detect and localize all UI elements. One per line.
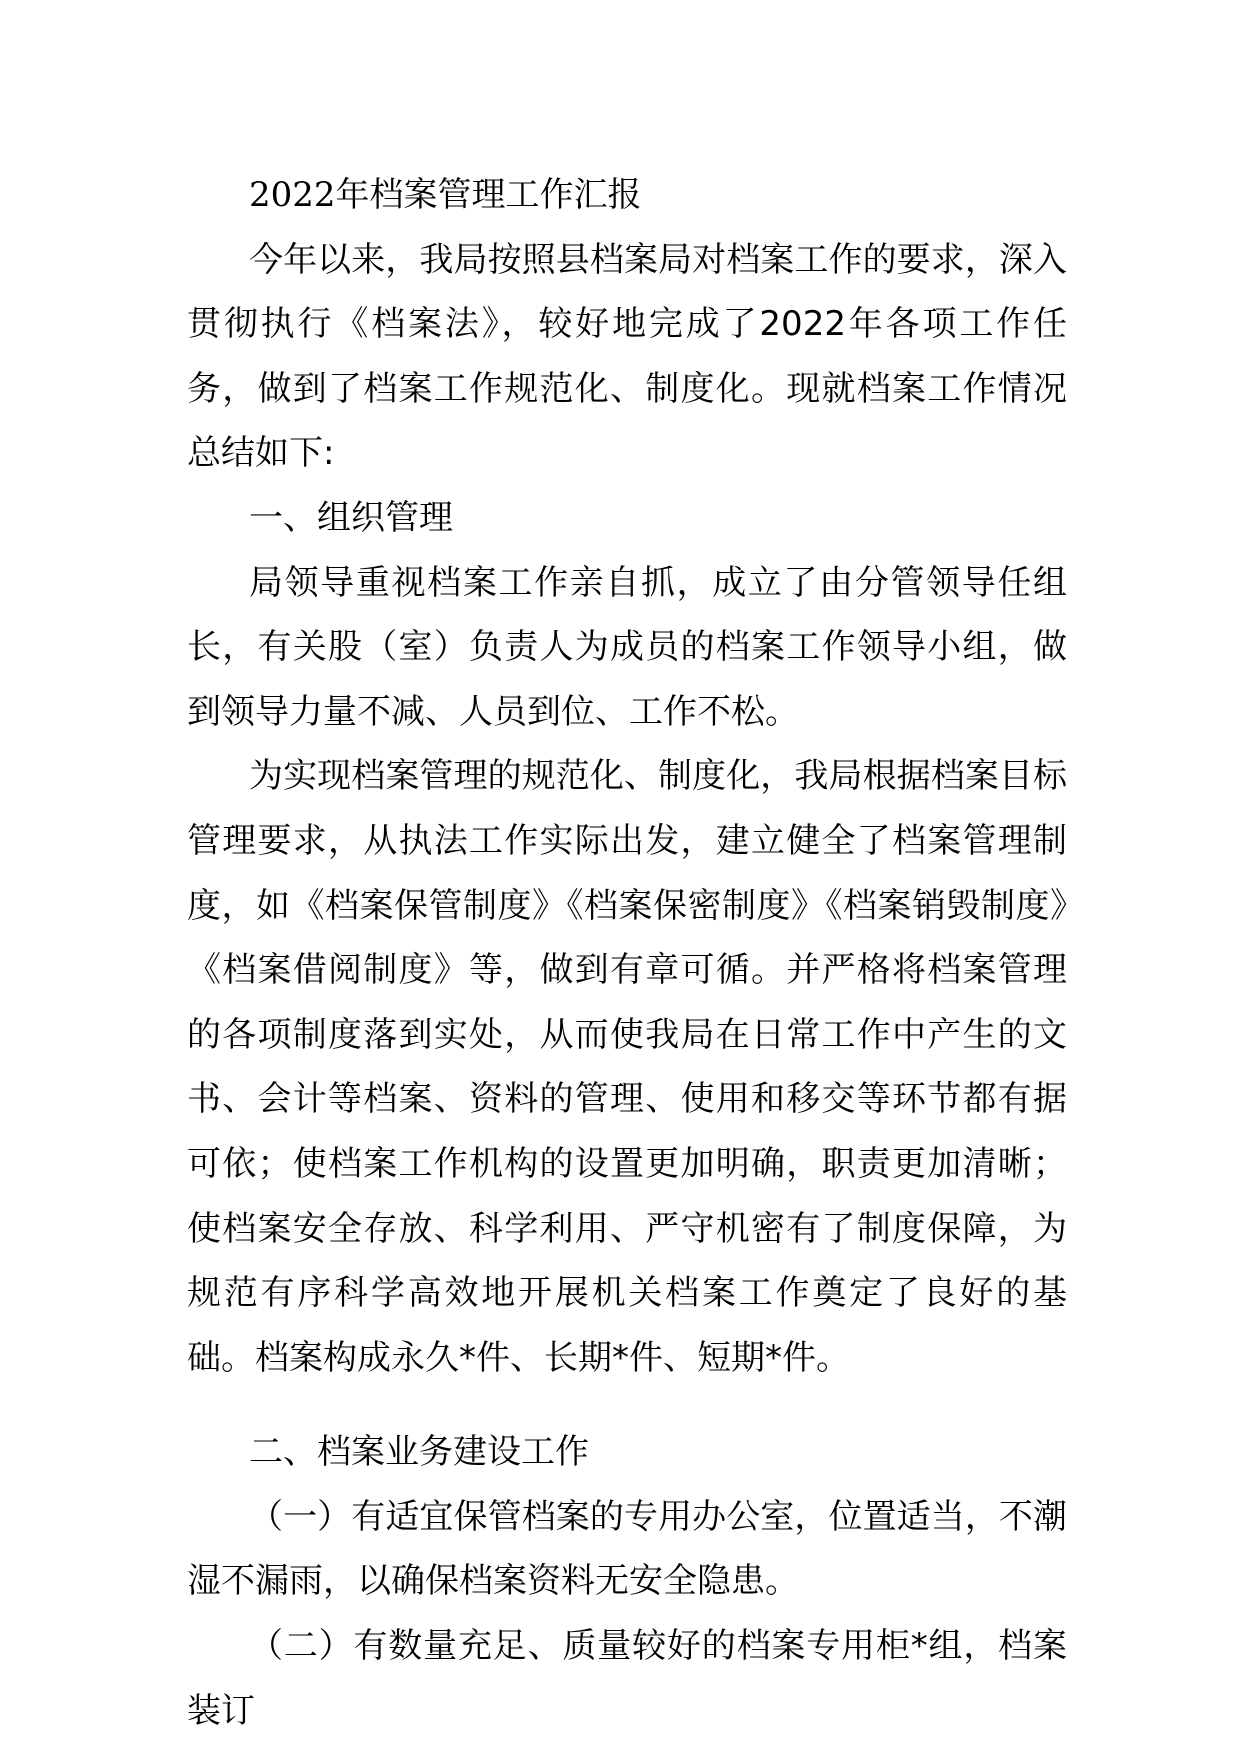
section-heading-business-construction: 二、档案业务建设工作 [249,1432,589,1473]
list-item-office: （一）有适宜保管档案的专用办公室，位置适当，不潮湿不漏雨，以确保档案资料无安全隐患。 [187,1496,1067,1602]
document-body [187,163,1067,1743]
section-heading-organization: 一、组织管理 [249,497,453,538]
list-item-cabinets: （二）有数量充足、质量较好的档案专用柜*组，档案装订 [187,1626,1067,1731]
intro-paragraph: 今年以来，我局按照县档案局对档案工作的要求，深入贯彻执行《档案法》，较好地完成了2022年各项工作任务，做到了档案工作规范化、制度化。现就档案工作情况总结如下: [187,239,1067,474]
paragraph-leadership-group: 局领导重视档案工作亲自抓，成立了由分管领导任组长，有关股（室）负责人为成员的档案工作领导小组，做到领导力量不减、人员到位、工作不松。 [187,562,1067,732]
paragraph-management-system: 为实现档案管理的规范化、制度化，我局根据档案目标管理要求，从执法工作实际出发，建立健全了档案管理制度，如《档案保管制度》《档案保密制度》《档案销毁制度》《档案借阅制度》等，做到有章可循。并严格将档案管理的各项制度落到实处，从而使我局在日常工作中产生的文书、会计等档案、资料的管理、使用和移交等环节都有据可依；使档案工作机构的设置更加明确，职责更加清晰；使档案安全存放、科学利用、严守机密有了制度保障，为规范有序科学高效地开展机关档案工作奠定了良好的基础。档案构成永久*件、长期*件、短期*件。 [187,756,1067,1378]
document-title: 2022年档案管理工作汇报 [249,175,642,215]
